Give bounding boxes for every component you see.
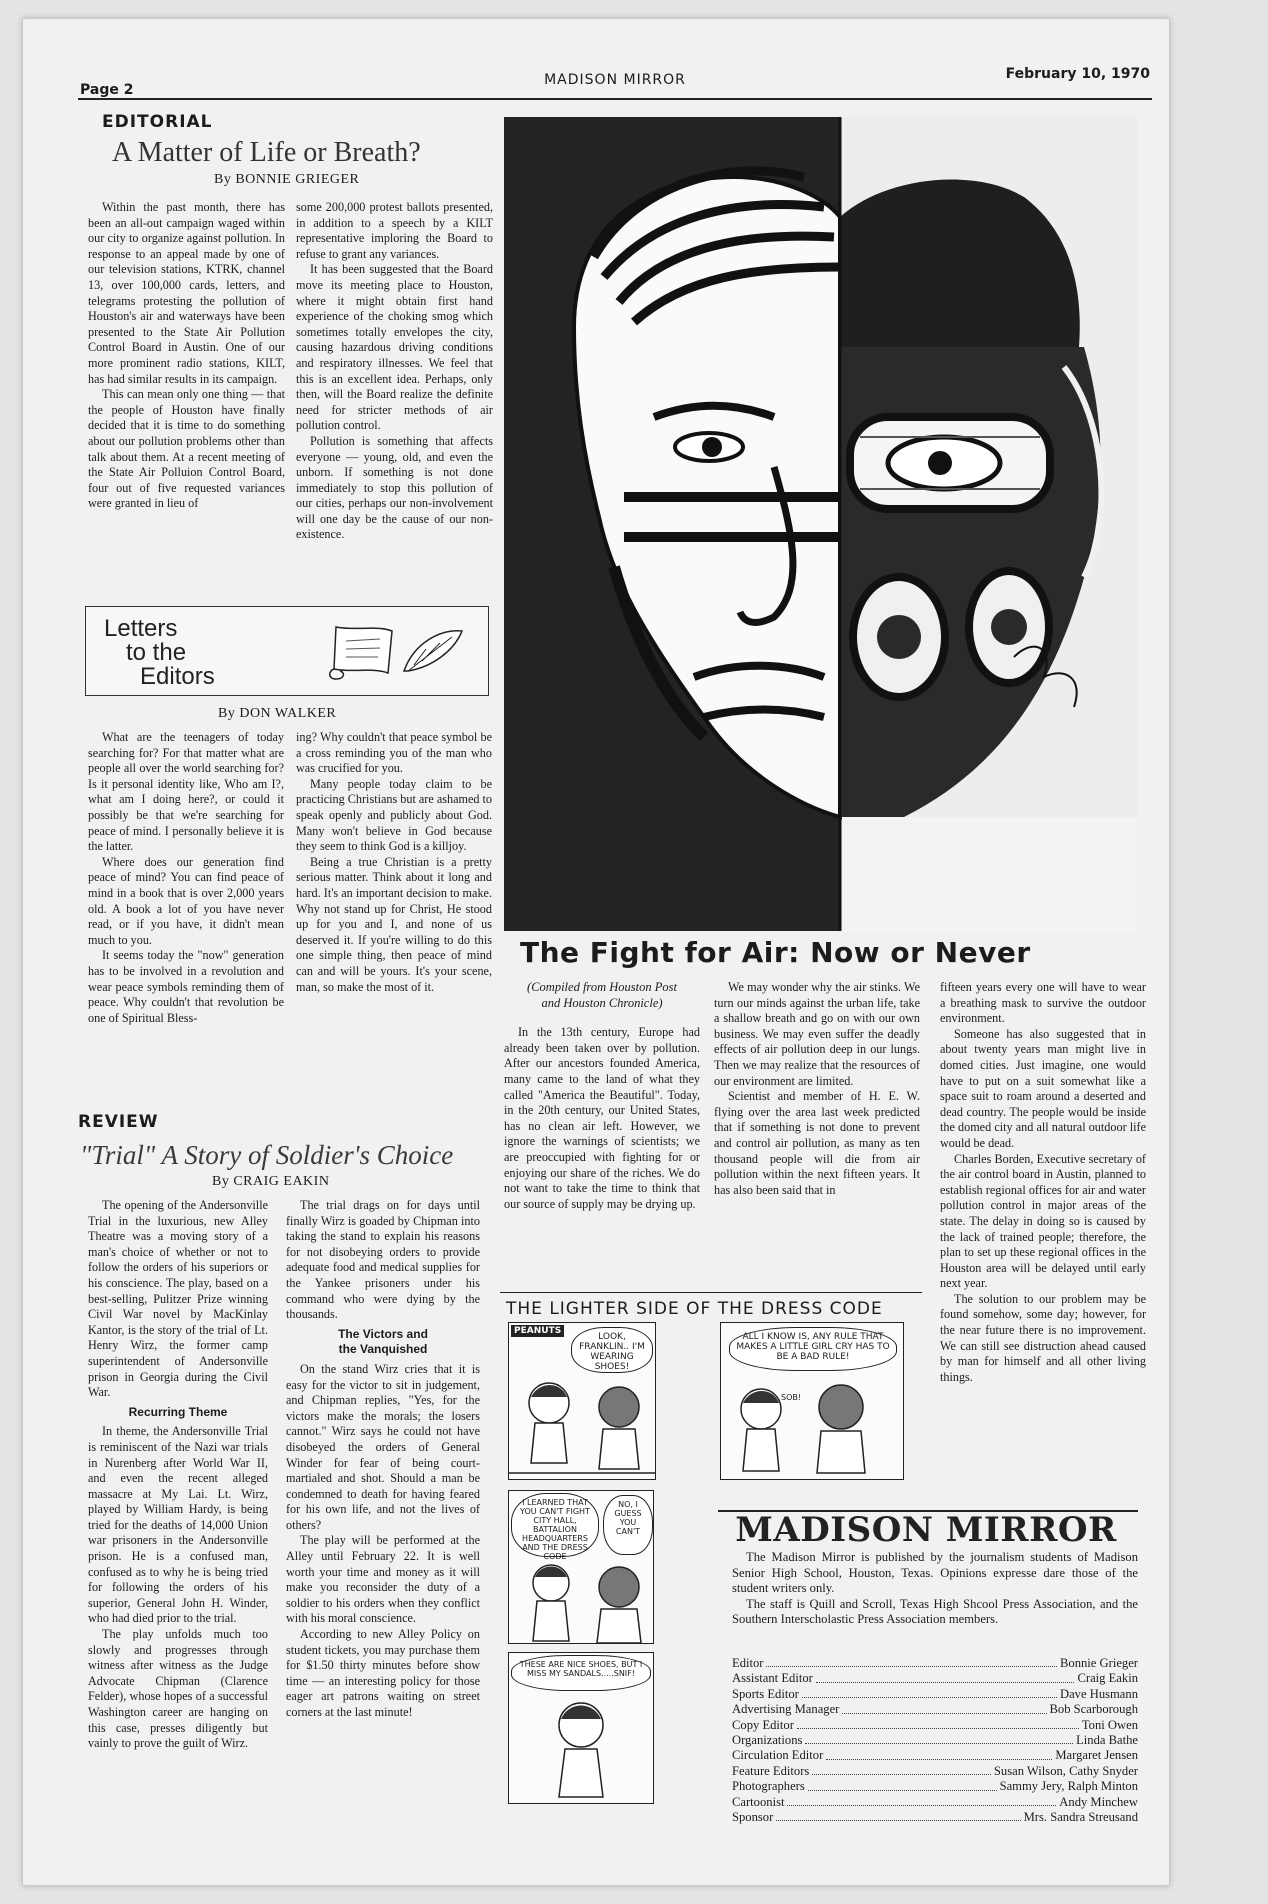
staff-row: [732, 1733, 1138, 1748]
staff-role: Circulation Editor: [732, 1748, 824, 1763]
paragraph: According to new Alley Policy on student tickets, you may purchase them for $1.50 thirty minutes before show time — an interesting policy for those eager art patrons waiting on street corners at the last minute!: [286, 1627, 480, 1719]
pollution-illustration: [504, 117, 1138, 931]
review-kicker: REVIEW: [78, 1112, 159, 1132]
page-header: [78, 66, 1152, 100]
sob-text: SOB!: [781, 1393, 802, 1402]
paragraph: Where does our generation find peace of mind? You can find peace of mind in a book that is over 2,000 years old. A book a lot of you have never read, or if you have, it didn't mean much to you.: [88, 854, 284, 947]
review-column-2: [286, 1198, 480, 1798]
staff-role: Copy Editor: [732, 1717, 794, 1732]
staff-name: Andy Minchew: [1059, 1794, 1138, 1809]
paragraph: The opening of the Andersonville Trial in the luxurious, new Alley Theatre was a moving story of a man's choice of whether or not to follow the orders of his superiors or his conscience. The play, based on a best-selling, Pulitzer Prize winning Civil War novel by MacKinlay Kantor, is the story of the trial of Lt. Henry Wirz, the former camp superintendent of Andersonville prison in Georgia during the Civil War.: [88, 1198, 268, 1400]
comic-panel-1: [508, 1322, 656, 1480]
paragraph: The trial drags on for days until finally Wirz is goaded by Chipman into taking the stand to explain his reasons for not disobeying orders to provide adequate food and medical supplies for the Yankee prisoners under his command who were dying by the thousands.: [286, 1198, 480, 1322]
letters-title-line: Letters: [104, 615, 178, 642]
staff-row: [732, 1687, 1138, 1702]
staff-role: Photographers: [732, 1779, 805, 1794]
staff-row: [732, 1656, 1138, 1671]
paragraph: It seems today the "now" generation has to be involved in a revolution and wear peace symbols reminding them of peace. Why couldn't that revolution be one of Spiritual Bless-: [88, 948, 284, 1025]
paragraph: The staff is Quill and Scroll, Texas High Shcool Press Association, and the Southern Interscholastic Press Association members.: [732, 1596, 1138, 1627]
staff-row: [732, 1671, 1138, 1686]
staff-name: Craig Eakin: [1077, 1671, 1138, 1686]
editorial-byline: By BONNIE GRIEGER: [214, 172, 360, 187]
staff-box-title: MADISON MIRROR: [735, 1510, 1117, 1550]
staff-name: Bob Scarborough: [1049, 1702, 1138, 1717]
paragraph: Within the past month, there has been an all-out campaign waged within our city to organize against pollution. In response to an appeal made by one of our television stations, KTRK, channel 13, over 100,000 cards, letters, and telegrams protesting the pollution of Houston's air and waterways have been presented to the State Air Pollution Control Board in Austin. One of our more prominent radio stations, KILT, has had similar results in its campaign.: [88, 200, 285, 386]
split-face-gas-mask-illustration: [504, 117, 1138, 931]
fight-column-3: [940, 980, 1146, 1502]
staff-name: Margaret Jensen: [1055, 1748, 1138, 1763]
source-note: and Houston Chronicle): [541, 995, 663, 1010]
strip-logo: PEANUTS: [511, 1325, 564, 1337]
letters-column-2: [296, 730, 492, 1090]
fight-headline: The Fight for Air: Now or Never: [520, 936, 1031, 969]
paragraph: The play unfolds much too slowly and progresses through witness after witness as the Judge Advocate Chipman (Clarence Felder), whose hopes of a successful Washington career are hanging on this case, presses diligently but vainly to prove the guilt of Wirz.: [88, 1627, 268, 1751]
staff-name: Toni Owen: [1081, 1717, 1138, 1732]
paragraph: In theme, the Andersonville Trial is reminiscent of the Nazi war trials in Nurenberg after World War II, and even the recent alleged massacre at My Lai. Lt. Wirz, played by William Hardy, is being tried for the deaths of 14,000 Union war prisoners in the Andersonville prison. He is a confused man, confused as to why he is being tried for following the orders of his superior, General John H. Winder, who had died prior to the trial.: [88, 1424, 268, 1626]
paragraph: Pollution is something that affects everyone — young, old, and even the unborn. If something is not done immediately to stop this pollution of our cities, perhaps our non-involvement will one day be the cause of our non-existence.: [296, 433, 493, 542]
paragraph: some 200,000 protest ballots presented, in addition to a speech by a KILT representative imploring the Board to refuse to grant any variances.: [296, 200, 493, 261]
paragraph: fifteen years every one will have to wear a breathing mask to survive the outdoor environment.: [940, 980, 1146, 1026]
staff-role: Advertising Manager: [732, 1702, 840, 1717]
staff-row: [732, 1795, 1138, 1810]
staff-role: Cartoonist: [732, 1794, 785, 1809]
paragraph: What are the teenagers of today searching for? For that matter what are people all over the world searching for? Is it personal identity like, Who am I?, what am I doing here?, or could it possibly be that we're searching for peace of mind. I personally believe it is the latter.: [88, 730, 284, 854]
paragraph: ing? Why couldn't that peace symbol be a cross reminding you of the man who was crucified for you.: [296, 730, 492, 776]
letters-header-box: [85, 606, 489, 696]
comics-title: THE LIGHTER SIDE OF THE DRESS CODE: [506, 1299, 883, 1319]
staff-row: [732, 1779, 1138, 1794]
fight-column-2: [714, 980, 920, 1280]
letters-title: [104, 617, 215, 689]
staff-name: Bonnie Grieger: [1060, 1656, 1138, 1670]
paragraph: In the 13th century, Europe had already been taken over by pollution. After our ancestors founded America, many came to the land of what they called "America the Beautiful". Today, in the 20th century, our United States, has no clean air left. However, we ignore the warnings of scientists; we are preoccupied with fighting for or enjoying our share of the riches. We do not want to take the time to think that our source of supply may be drying up.: [504, 1025, 700, 1211]
letters-title-line: to the: [126, 639, 187, 666]
letters-column-1: [88, 730, 284, 1090]
issue-date: February 10, 1970: [1005, 66, 1150, 82]
comic-panel-4: [508, 1652, 654, 1804]
paragraph: This can mean only one thing — that the people of Houston have finally decided that it is time to do something about our pollution problems other than talk about them. At a recent meeting of the State Air Polluion Control Board, four out of five requested variances were granted in lieu of: [88, 387, 285, 511]
staff-role: Sponsor: [732, 1810, 774, 1825]
speech-bubble: NO, I GUESS YOU CAN'T: [603, 1495, 653, 1555]
staff-name: Sammy Jery, Ralph Minton: [999, 1779, 1138, 1794]
paper-name: MADISON MIRROR: [544, 72, 686, 88]
patty-and-franklin-drawing: [509, 1557, 654, 1644]
review-byline: By CRAIG EAKIN: [212, 1174, 330, 1189]
editorial-kicker: EDITORIAL: [102, 112, 213, 132]
staff-row: [732, 1810, 1138, 1825]
staff-role: Feature Editors: [732, 1763, 810, 1778]
staff-row: [732, 1764, 1138, 1779]
staff-role: Organizations: [732, 1733, 803, 1748]
paragraph: Someone has also suggested that in about twenty years man might live in domed cities. Just imagine, one would have to put on a suit somewhat like a space suit to roam around a deserted and dead country. The people would be inside the domed city and all natural outdoor life would be dead.: [940, 1026, 1146, 1150]
staff-row: [732, 1718, 1138, 1733]
staff-list: [732, 1656, 1138, 1825]
quill-and-scroll-icon: [322, 621, 472, 687]
paragraph: Scientist and member of H. E. W. flying over the area last week predicted that if something is not done to prevent and control air pollution, as many as ten thousand people will die from air pollution within the next fifteen years. It has also been said that in: [714, 1089, 920, 1197]
staff-name: Susan Wilson, Cathy Snyder: [993, 1763, 1138, 1778]
editorial-column-2: [296, 200, 493, 592]
paragraph: Being a true Christian is a pretty serious matter. Think about it long and hard. It's an important decision to make. Why not stand up for Christ, He stood up for you and I, and none of us deserved it. If you're willing to do this one simple thing, then peace of mind can and will be yours. It's your scene, man, so make the most of it.: [296, 854, 492, 994]
page-number: Page 2: [80, 82, 134, 98]
speech-bubble: I LEARNED THAT YOU CAN'T FIGHT CITY HALL, BATTALION HEADQUARTERS AND THE DRESS CODE: [511, 1493, 599, 1557]
paragraph: The play will be performed at the Alley until February 22. It is well worth your time and money as it will make you reconsider the duty of a soldier to his orders when they conflict with his moral conscience.: [286, 1533, 480, 1626]
staff-row: [732, 1702, 1138, 1717]
subheading: Recurring Theme: [128, 1404, 228, 1419]
editorial-column-1: [88, 200, 285, 592]
paragraph: We may wonder why the air stinks. We turn our minds against the urban life, take a shallow breath and go on with our own business. We may even suffer the deadly effects of air pollution deep in our lungs. Then we may realize that the resources of our environment are limited.: [714, 980, 920, 1088]
editorial-headline: A Matter of Life or Breath?: [112, 137, 421, 168]
paragraph: It has been suggested that the Board move its meeting place to Houston, where it might obtain first hand experience of the choking smog which sometimes totally envelopes the city, causing hazardous driving conditions and respiratory illnesses. We feel that this is an excellent idea. Perhaps, only then, will the Board realize the definite need for stricter methods of air pollution control.: [296, 262, 493, 433]
staff-name: Mrs. Sandra Streusand: [1023, 1810, 1138, 1825]
paragraph: On the stand Wirz cries that it is easy for the victor to sit in judgement, and Chipman replies, "Yes, for the victors make the morals; the losers cannot." Wirz says he could not have disobeyed the orders of General Winder for fear of being court-martialed and shot. Should a man be condemned to death for having feared for his own life, and not the lives of others?: [286, 1361, 480, 1532]
subheading: The Victors and: [338, 1326, 428, 1341]
paragraph: Charles Borden, Executive secretary of the air control board in Austin, planned to establish regional offices for air and water pollution control in major areas of the state. The delay in doing so is caused by the lack of trained people; therefore, the plan to set up these regional offices in the Houston area will be delayed until early next year.: [940, 1151, 1146, 1291]
divider: [500, 1292, 922, 1293]
paragraph: The solution to our problem may be found somehow, some day; however, for the near future there is no improvement. We can still see distruction ahead caused by man for himself and all other living things.: [940, 1291, 1146, 1384]
staff-role: Editor: [732, 1656, 764, 1670]
staff-name: Dave Husmann: [1060, 1686, 1138, 1701]
paragraph: Many people today claim to be practicing Christians but are ashamed to speak openly and publicly about God. Many won't believe in God because they seem to think God is a killjoy.: [296, 776, 492, 854]
comic-panel-3: [508, 1490, 654, 1644]
staff-name: Linda Bathe: [1076, 1733, 1138, 1748]
speech-bubble: THESE ARE NICE SHOES, BUT I MISS MY SANDALS.....SNIF!: [511, 1655, 651, 1691]
letters-title-line: Editors: [140, 663, 215, 690]
subheading: the Vanquished: [338, 1342, 428, 1357]
paragraph: The Madison Mirror is published by the journalism students of Madison Senior High School, Houston, Texas. Opinions expresse dare those of the student writers only.: [732, 1550, 1138, 1596]
speech-bubble: LOOK, FRANKLIN.. I'M WEARING SHOES!: [571, 1327, 653, 1373]
peppermint-patty-and-franklin-drawing: [509, 1373, 656, 1480]
speech-bubble: ALL I KNOW IS, ANY RULE THAT MAKES A LITTLE GIRL CRY HAS TO BE A BAD RULE!: [729, 1327, 897, 1371]
letters-byline: By DON WALKER: [218, 706, 337, 721]
staff-row: [732, 1748, 1138, 1763]
review-column-1: [88, 1198, 268, 1798]
franklin-and-patty-drawing: [721, 1375, 904, 1480]
source-note: (Compiled from Houston Post: [527, 980, 677, 994]
staff-role: Sports Editor: [732, 1686, 799, 1701]
patty-crying-drawing: [509, 1693, 654, 1804]
staff-role: Assistant Editor: [732, 1671, 813, 1686]
review-headline: "Trial" A Story of Soldier's Choice: [80, 1140, 454, 1170]
fight-column-1: [504, 980, 700, 1280]
staff-box-description: [732, 1550, 1138, 1654]
comic-panel-2: [720, 1322, 904, 1480]
